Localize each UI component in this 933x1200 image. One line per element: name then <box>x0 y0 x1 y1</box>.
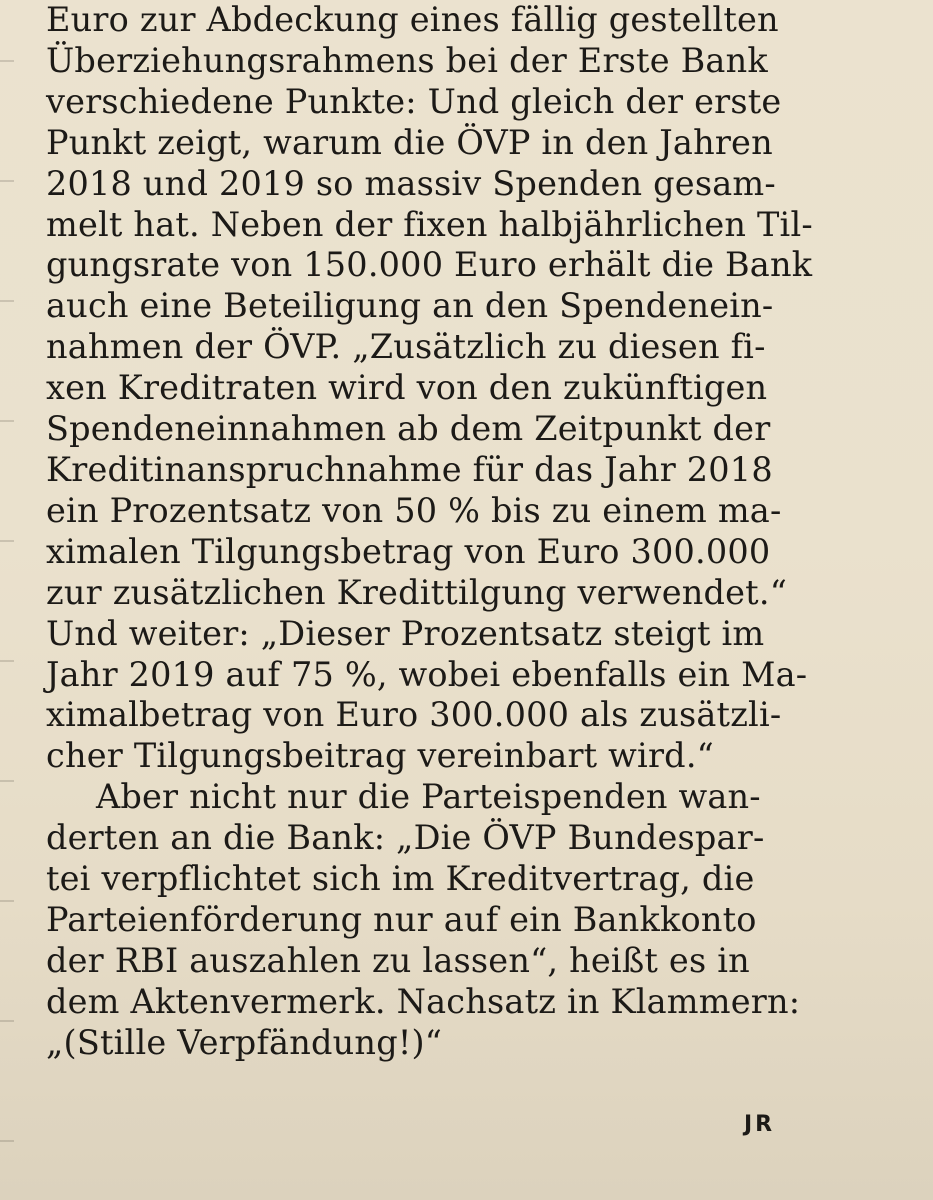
text-line: Parteienförderung nur auf ein Bankkonto <box>46 899 757 939</box>
text-line: Spendeneinnahmen ab dem Zeitpunkt der <box>46 409 771 449</box>
author-signature: JR <box>744 1112 776 1137</box>
text-line: 2018 und 2019 so massiv Spenden gesam- <box>46 163 776 203</box>
text-line: auch eine Beteiligung an den Spendenein- <box>46 286 774 326</box>
text-line: „(Stille Verpfändung!)“ <box>46 1022 443 1062</box>
text-line: gungsrate von 150.000 Euro erhält die Bank <box>46 245 813 285</box>
text-line: Und weiter: „Dieser Prozentsatz steigt im <box>46 613 765 653</box>
text-line: cher Tilgungsbeitrag vereinbart wird.“ <box>46 736 714 776</box>
article-text <box>46 0 813 1064</box>
column-rule-edge <box>0 0 14 1200</box>
text-line: ein Prozentsatz von 50 % bis zu einem ma- <box>46 490 782 530</box>
text-line: ximalen Tilgungsbetrag von Euro 300.000 <box>46 531 771 571</box>
text-line: Jahr 2019 auf 75 %, wobei ebenfalls ein Ma- <box>46 654 808 694</box>
text-line: derten an die Bank: „Die ÖVP Bundespar- <box>46 818 765 858</box>
text-line: ximalbetrag von Euro 300.000 als zusätzli- <box>46 695 782 735</box>
text-line: Punkt zeigt, warum die ÖVP in den Jahren <box>46 122 773 162</box>
text-line: xen Kreditraten wird von den zukünftigen <box>46 368 768 408</box>
text-line: Euro zur Abdeckung eines fällig gestellten <box>46 0 779 39</box>
text-line: Kreditinanspruchnahme für das Jahr 2018 <box>46 449 773 489</box>
paragraph-start-line: Aber nicht nur die Parteispenden wan- <box>96 777 761 817</box>
text-line: tei verpflichtet sich im Kreditvertrag, die <box>46 859 755 899</box>
text-line: nahmen der ÖVP. „Zusätzlich zu diesen fi- <box>46 327 766 367</box>
text-line: zur zusätzlichen Kredittilgung verwendet.“ <box>46 572 788 612</box>
text-line: dem Aktenvermerk. Nachsatz in Klammern: <box>46 981 801 1021</box>
text-line: verschiedene Punkte: Und gleich der erste <box>46 81 782 121</box>
text-line: melt hat. Neben der fixen halbjährlichen Til- <box>46 204 813 244</box>
text-line: der RBI auszahlen zu lassen“, heißt es in <box>46 940 750 980</box>
text-line: Überziehungsrahmens bei der Erste Bank <box>46 40 768 80</box>
